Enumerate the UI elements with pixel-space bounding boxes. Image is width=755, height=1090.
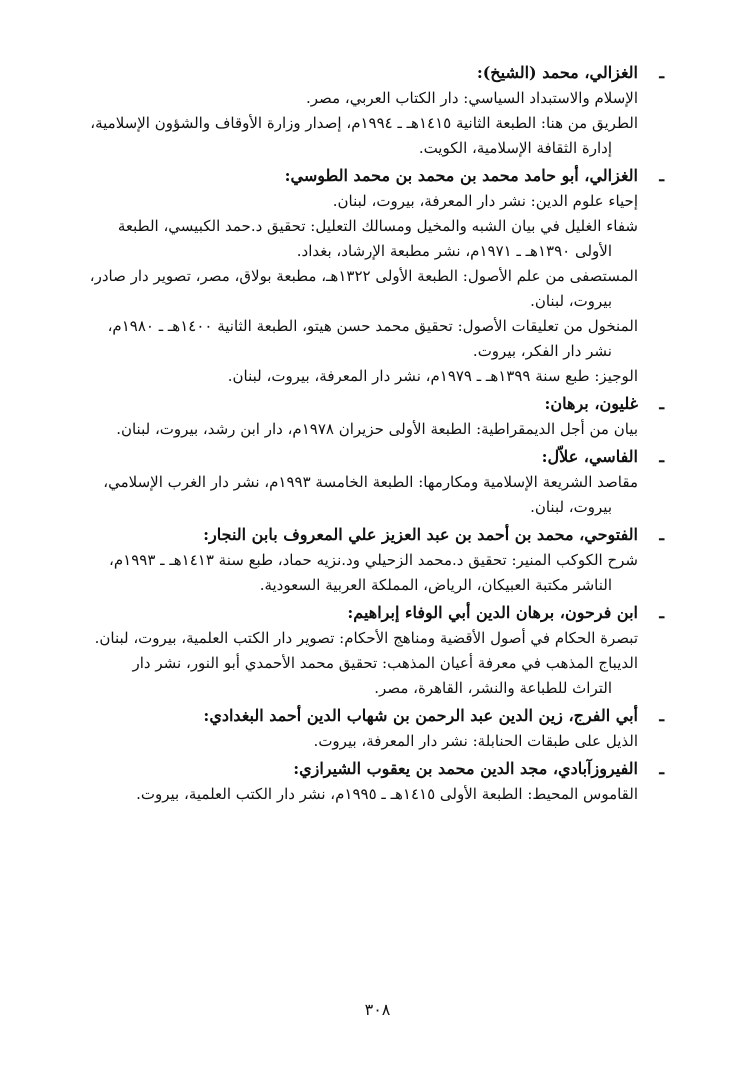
work-item: مقاصد الشريعة الإسلامية ومكارمها: الطبعة الخامسة ١٩٩٣م، نشر دار الغرب الإسلامي، بيروت، لبنان. [103, 473, 638, 516]
author-heading: ـ الفاسي، علاّل: [98, 444, 638, 470]
bibliography-entry [98, 703, 664, 754]
work-item: المستصفى من علم الأصول: الطبعة الأولى ١٣٢٢هـ، مطبعة بولاق، مصر، تصوير دار صادر، بيروت، لبنان. [89, 267, 638, 310]
author-heading: ـ غليون، برهان: [98, 391, 638, 417]
entry-dash: ـ [659, 447, 664, 466]
work-item: الديباج المذهب في معرفة أعيان المذهب: تحقيق محمد الأحمدي أبو النور، نشر دار التراث للطباعة والنشر، القاهرة، مصر. [132, 654, 638, 697]
bibliography-entry [89, 163, 664, 389]
work-item: المنخول من تعليقات الأصول: تحقيق محمد حسن هيتو، الطبعة الثانية ١٤٠٠هـ ـ ١٩٨٠م، نشر دار الفكر، بيروت. [107, 317, 638, 360]
bibliography-entry [98, 522, 664, 598]
bibliography-entry [90, 60, 664, 161]
author-heading: ـ الفيروزآبادي، مجد الدين محمد بن يعقوب الشيرازي: [98, 756, 638, 782]
bibliography-entry [98, 756, 664, 807]
entry-dash: ـ [659, 394, 664, 413]
work-item: الطريق من هنا: الطبعة الثانية ١٤١٥هـ ـ ١٩٩٤م، إصدار وزارة الأوقاف والشؤون الإسلامية، إدارة الثقافة الإسلامية، الكويت. [90, 114, 638, 157]
work-item: الوجيز: طبع سنة ١٣٩٩هـ ـ ١٩٧٩م، نشر دار المعرفة، بيروت، لبنان. [227, 367, 638, 385]
bibliography-entry [94, 600, 664, 701]
entry-dash: ـ [659, 706, 664, 725]
author-heading: ـ ابن فرحون، برهان الدين أبي الوفاء إبراهيم: [98, 600, 638, 626]
work-item: القاموس المحيط: الطبعة الأولى ١٤١٥هـ ـ ١٩٩٥م، نشر دار الكتب العلمية، بيروت. [136, 785, 638, 803]
work-item: شفاء الغليل في بيان الشبه والمخيل ومسالك التعليل: تحقيق د.حمد الكبيسي، الطبعة الأولى ١٣٩٠هـ ـ ١٩٧١م، نشر مطبعة الإرشاد، بغداد. [117, 217, 638, 260]
work-item: بيان من أجل الديمقراطية: الطبعة الأولى حزيران ١٩٧٨م، دار ابن رشد، بيروت، لبنان. [116, 420, 638, 438]
entry-dash: ـ [659, 63, 664, 82]
bibliography-entry [98, 391, 664, 442]
work-item: شرح الكوكب المنير: تحقيق د.محمد الزحيلي ود.نزيه حماد، طبع سنة ١٤١٣هـ ـ ١٩٩٣م، الناشر مكتبة العبيكان، الرياض، المملكة العربية السعودية. [109, 551, 638, 594]
work-item: تبصرة الحكام في أصول الأقضية ومناهج الأحكام: تصوير دار الكتب العلمية، بيروت، لبنان. [94, 629, 638, 647]
author-heading: ـ أبي الفرج، زين الدين عبد الرحمن بن شهاب الدين أحمد البغدادي: [98, 703, 638, 729]
author-heading: ـ الغزالي، محمد (الشيخ): [98, 60, 638, 86]
entry-dash: ـ [659, 166, 664, 185]
entry-dash: ـ [659, 759, 664, 778]
author-heading: ـ الفتوحي، محمد بن أحمد بن عبد العزيز علي المعروف بابن النجار: [98, 522, 638, 548]
entry-dash: ـ [659, 525, 664, 544]
work-item: إحياء علوم الدين: نشر دار المعرفة، بيروت، لبنان. [332, 192, 638, 210]
work-item: الذيل على طبقات الحنابلة: نشر دار المعرفة، بيروت. [313, 732, 638, 750]
bibliography-entry [98, 444, 664, 520]
page-number: ٣٠٨ [364, 1000, 391, 1019]
bibliography-page [89, 58, 664, 807]
entry-dash: ـ [659, 603, 664, 622]
author-heading: ـ الغزالي، أبو حامد محمد بن محمد بن محمد الطوسي: [98, 163, 638, 189]
work-item: الإسلام والاستبداد السياسي: دار الكتاب العربي، مصر. [306, 89, 638, 107]
